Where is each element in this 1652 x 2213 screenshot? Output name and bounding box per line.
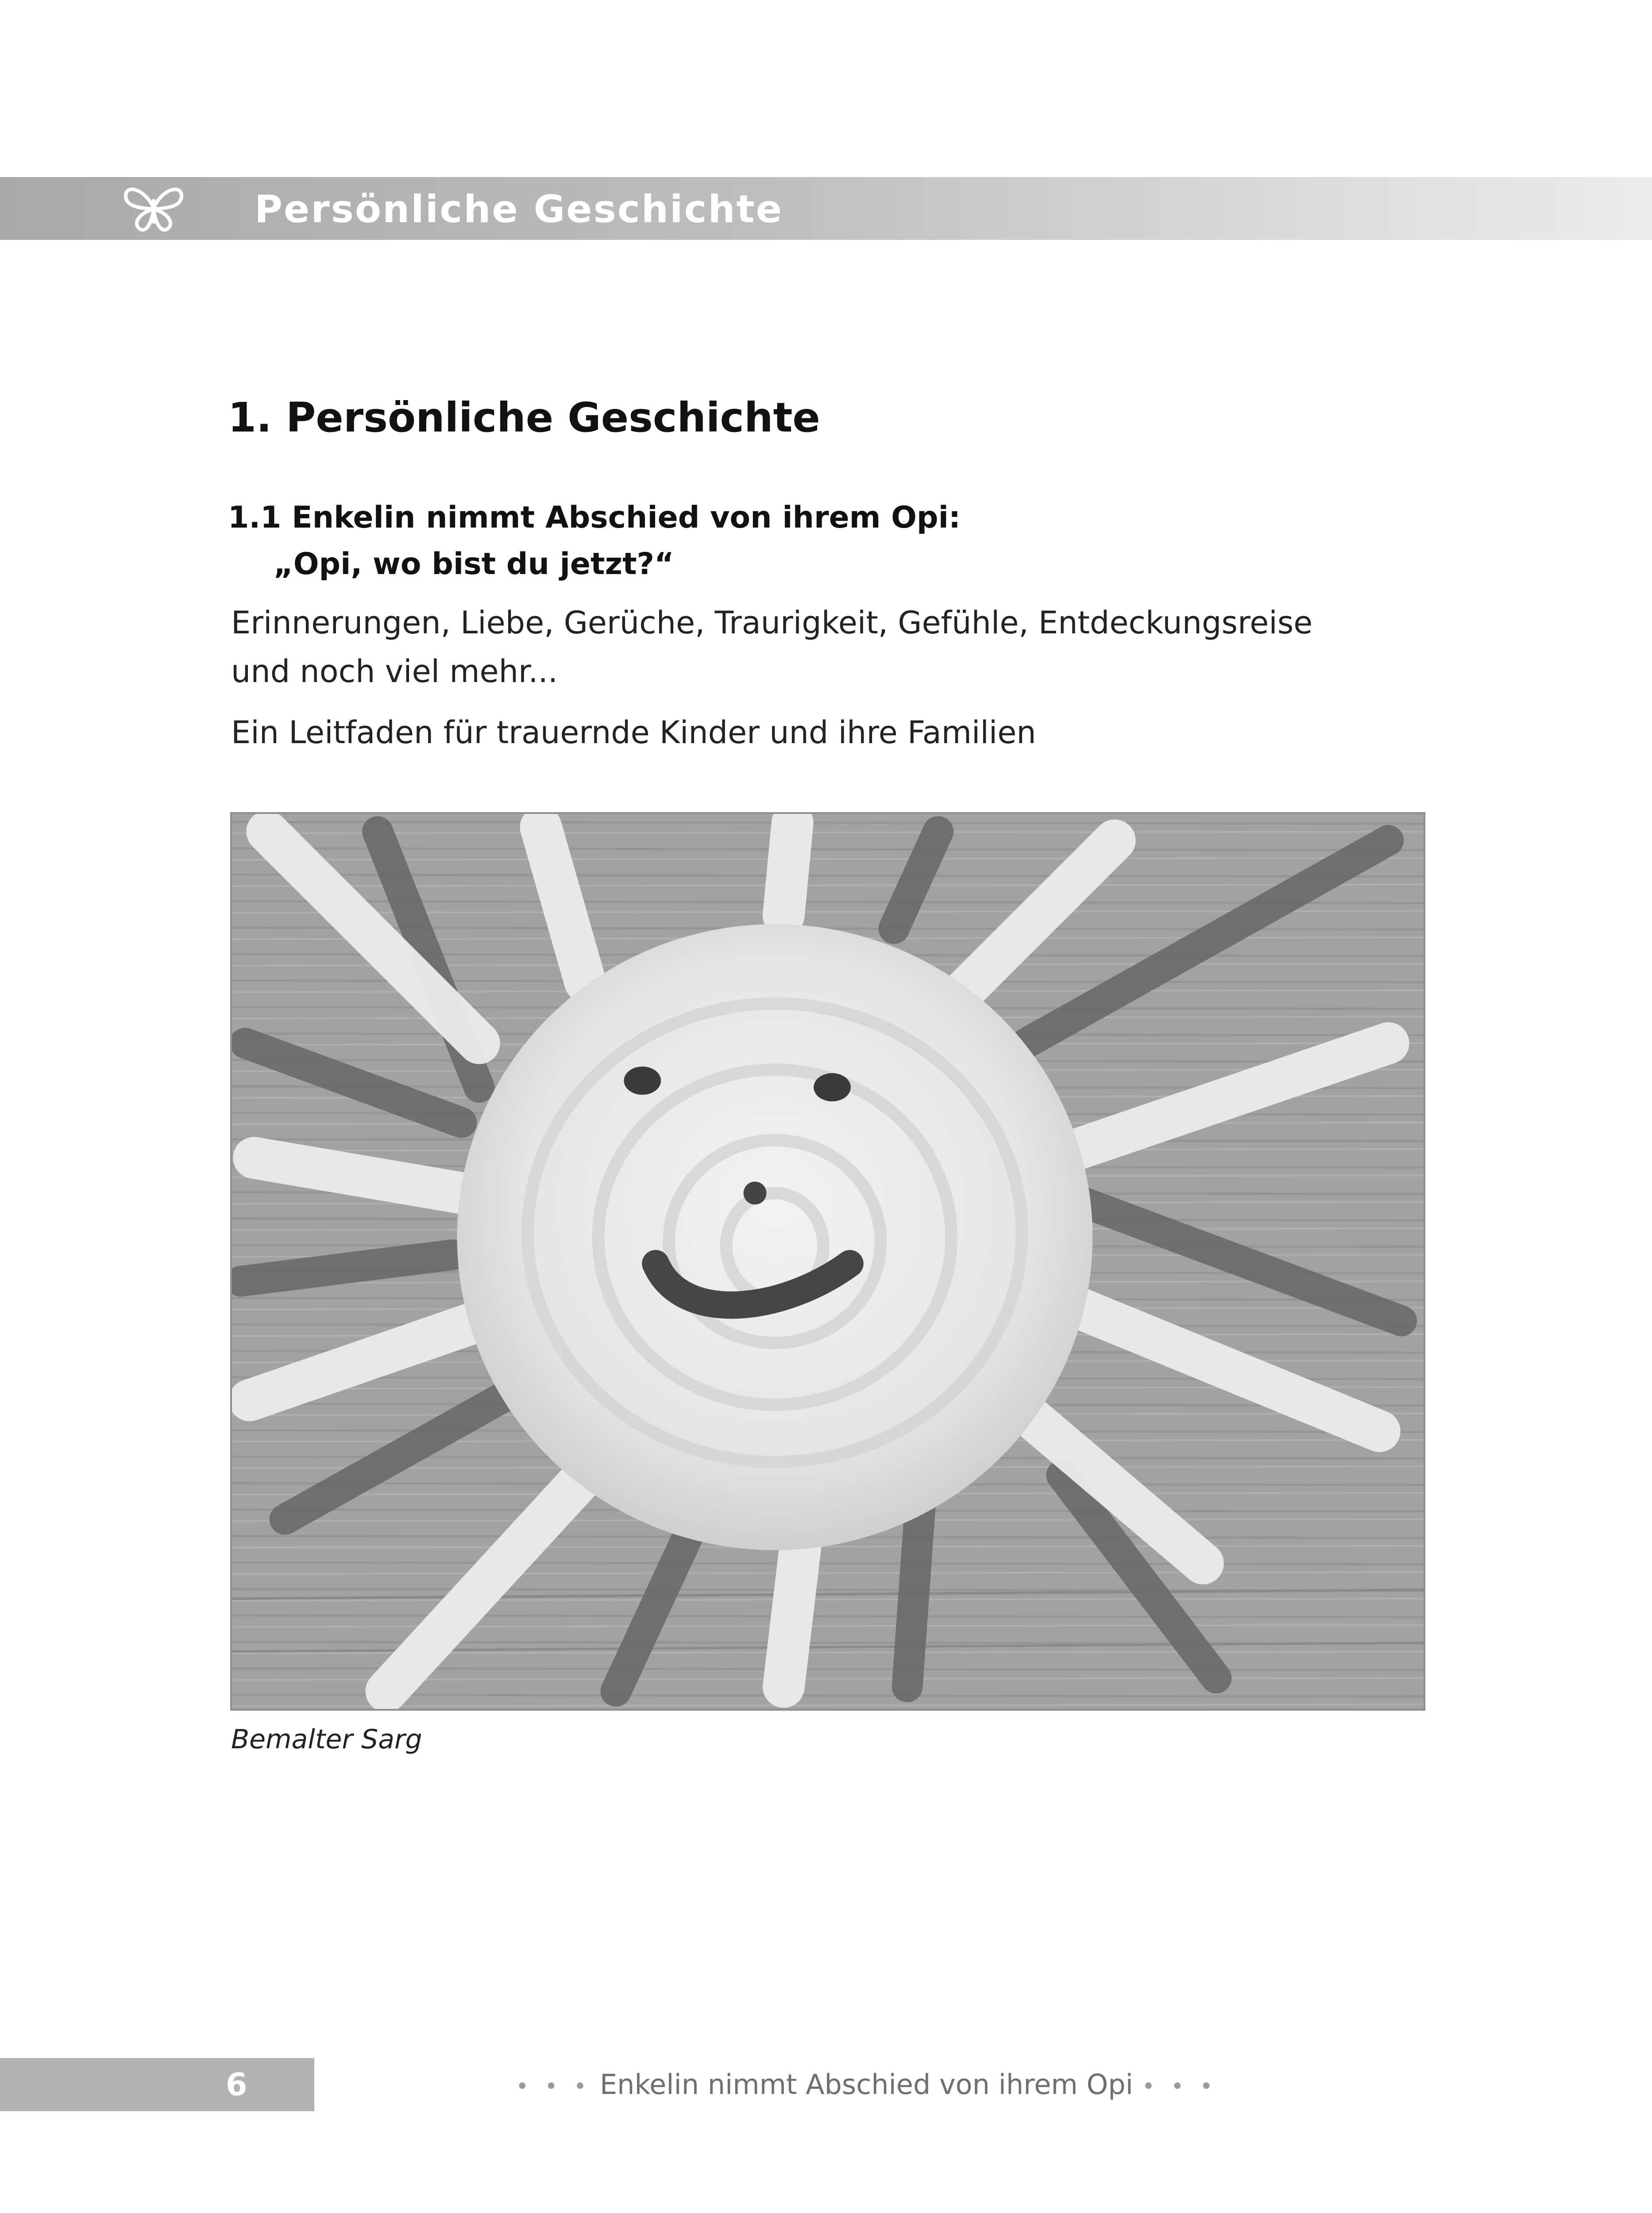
running-title: Enkelin nimmt Abschied von ihrem Opi — [599, 2068, 1133, 2101]
footer-dots-left: • • • — [516, 2074, 591, 2099]
section-heading-line2: „Opi, wo bist du jetzt?“ — [274, 547, 674, 582]
chapter-title: 1. Persönliche Geschichte — [228, 394, 820, 441]
body-text-line1: Erinnerungen, Liebe, Gerüche, Traurigkeit, Gefühle, Entdeckungsreise — [231, 605, 1313, 641]
page-number: 6 — [226, 2066, 247, 2103]
page-number-box — [0, 2058, 314, 2111]
header-title: Persönliche Geschichte — [255, 187, 784, 231]
header-band — [0, 177, 1652, 240]
section-heading-line1: 1.1 Enkelin nimmt Abschied von ihrem Opi: — [228, 500, 961, 535]
butterfly-icon — [120, 181, 187, 235]
painted-coffin-photo — [230, 812, 1425, 1711]
figure-caption: Bemalter Sarg — [231, 1724, 422, 1755]
body-text-line3: Ein Leitfaden für trauernde Kinder und ihre Familien — [231, 714, 1036, 751]
footer-dots-right: • • • — [1142, 2074, 1217, 2099]
running-footer — [516, 2058, 1217, 2111]
body-text-line2: und noch viel mehr... — [231, 653, 558, 690]
